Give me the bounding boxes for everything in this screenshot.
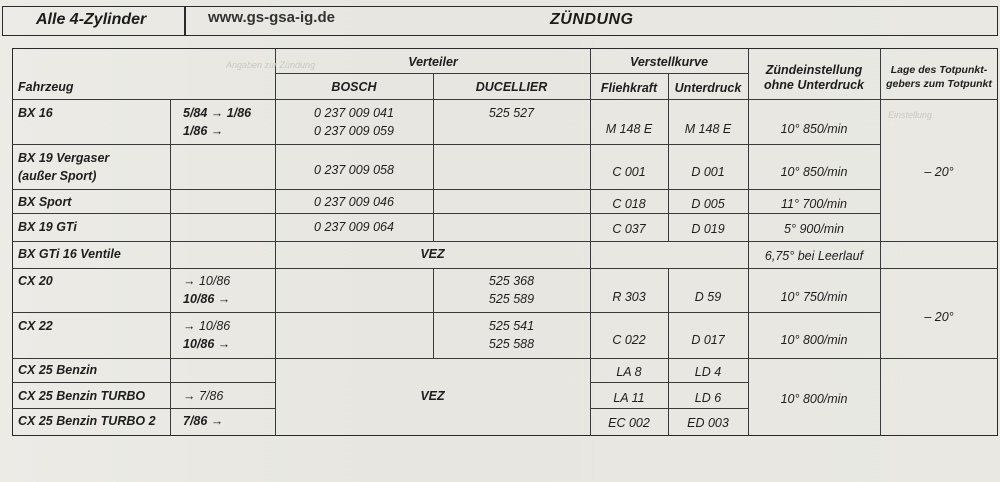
vacuum-cell: M 148 E [684,122,732,136]
timing-cell: 10° 750/min [780,290,848,304]
col-header-ducellier: DUCELLIER [475,80,548,94]
col-header-vacuum: Unterdruck [674,81,742,95]
col-header-bosch: BOSCH [331,80,377,94]
vehicle-cell: CX 25 Benzin TURBO 2 [18,414,156,428]
ducellier-cell: 525 368 [488,274,535,288]
vacuum-cell: ED 003 [687,416,729,430]
header-divider [184,6,186,36]
date-cell: → 10/86 [183,319,231,333]
col-header-tdc-1: Lage des Totpunkt- [890,64,988,76]
ducellier-cell: 525 541 [488,319,535,333]
date-cell: 1/86 → [183,124,224,138]
vacuum-cell: LD 4 [694,365,722,379]
date-cell: 7/86 → [183,414,224,428]
bleed-through-text: Angaben zur Zündung [226,60,316,70]
date-cell: → 7/86 [183,389,224,403]
header-box [2,6,998,36]
bosch-cell: 0 237 009 046 [314,195,394,209]
vacuum-cell: D 017 [691,333,725,347]
vacuum-cell: D 005 [691,197,725,211]
vacuum-cell: LD 6 [694,391,722,405]
col-divider [433,73,434,241]
row-divider [12,99,998,100]
row-divider [12,189,880,190]
row-divider [12,268,998,269]
website-url: www.gs-gsa-ig.de [208,9,335,26]
vehicle-cell: BX 16 [18,106,53,120]
centrifugal-cell: M 148 E [605,122,653,136]
centrifugal-cell: LA 11 [613,391,645,405]
centrifugal-cell: C 001 [612,165,646,179]
vehicle-cell: (außer Sport) [18,169,97,183]
vehicle-cell: BX 19 GTi [18,220,77,234]
row-divider [12,382,275,383]
col-header-tdc-2: gebers zum Totpunkt [886,78,992,90]
cylinder-label: Alle 4-Zylinder [36,11,147,28]
timing-cell: 10° 800/min [780,333,848,347]
centrifugal-cell: C 022 [612,333,646,347]
row-divider [12,312,880,313]
row-divider [12,213,880,214]
date-cell: → 10/86 [183,274,231,288]
col-divider [748,48,749,436]
centrifugal-cell: LA 8 [616,365,642,379]
vehicle-cell: CX 25 Benzin TURBO [18,389,146,403]
row-divider [12,241,998,242]
centrifugal-cell: EC 002 [608,416,650,430]
date-cell: 10/86 → [183,337,231,351]
timing-cell-cx25: 10° 800/min [780,392,848,406]
bleed-through-text: Einstellung [888,110,933,120]
bosch-cell: 0 237 009 064 [314,220,394,234]
centrifugal-cell: C 037 [612,222,646,236]
ducellier-cell: 525 588 [488,337,535,351]
col-divider [668,73,669,241]
vacuum-cell: D 001 [691,165,725,179]
timing-cell: 10° 850/min [780,165,848,179]
date-cell: 5/84 → 1/86 [183,106,252,120]
col-header-advance-curve: Verstellkurve [629,55,709,69]
vehicle-cell: CX 25 Benzin [18,363,98,377]
vacuum-cell: D 019 [691,222,725,236]
col-divider [170,99,171,436]
timing-cell: 5° 900/min [784,222,844,236]
col-header-centrifugal: Fliehkraft [600,81,658,95]
timing-cell: 10° 850/min [780,122,848,136]
vacuum-cell: D 59 [694,290,722,304]
date-cell: 10/86 → [183,292,231,306]
vehicle-cell: BX Sport [18,195,72,209]
vehicle-cell: CX 22 [18,319,53,333]
col-header-vehicle: Fahrzeug [18,80,74,94]
col-divider [880,48,881,436]
row-divider [12,144,880,145]
distributor-cell-cx25: VEZ [420,389,445,403]
bosch-cell: 0 237 009 041 [314,106,394,120]
row-divider [12,408,275,409]
centrifugal-cell: R 303 [612,290,646,304]
page-title: ZÜNDUNG [550,11,634,28]
tdc-cell-bx: – 20° [924,165,954,179]
col-header-timing-2: ohne Unterdruck [763,78,864,92]
col-header-timing-1: Zündeinstellung [765,63,863,77]
ducellier-cell: 525 527 [488,106,535,120]
timing-cell: 6,75° bei Leerlauf [764,249,864,263]
vehicle-cell: BX GTi 16 Ventile [18,247,121,261]
bosch-cell: 0 237 009 059 [314,124,394,138]
vehicle-cell: BX 19 Vergaser [18,151,110,165]
bosch-cell: 0 237 009 058 [314,163,394,177]
col-header-distributor: Verteiler [408,55,458,69]
row-divider [12,358,998,359]
timing-cell: 11° 700/min [781,197,847,211]
vehicle-cell: CX 20 [18,274,53,288]
centrifugal-cell: C 018 [612,197,646,211]
ducellier-cell: 525 589 [488,292,535,306]
distributor-cell: VEZ [420,247,445,261]
tdc-cell-cx: – 20° [924,310,954,324]
